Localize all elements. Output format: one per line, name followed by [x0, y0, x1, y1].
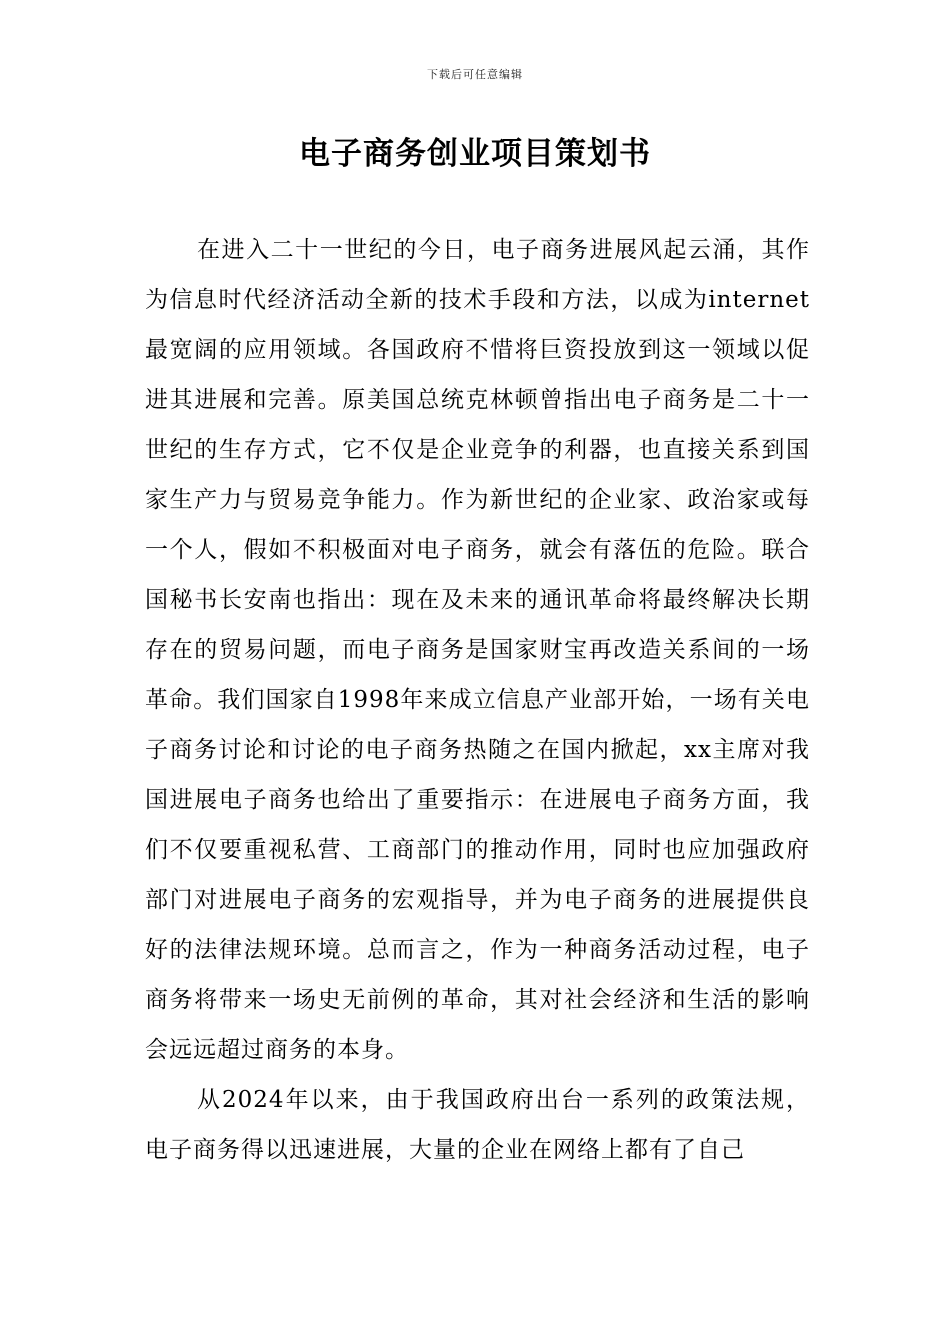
header-note: 下载后可任意编辑 [427, 68, 523, 81]
paragraph-1: 在进入二十一世纪的今日，电子商务进展风起云涌，其作为信息时代经济活动全新的技术手段和方法，以成为internet最宽阔的应用领域。各国政府不惜将巨资投放到这一领域以促进其进展和完善。原美国总统克林顿曾指出电子商务是二十一世纪的生存方式，它不仅是企业竞争的利器，也直接关系到国家生产力与贸易竞争能力。作为新世纪的企业家、政治家或每一个人，假如不积极面对电子商务，就会有落伍的危险。联合国秘书长安南也指出：现在及未来的通讯革命将最终解决长期存在的贸易问题，而电子商务是国家财宝再改造关系间的一场革命。我们国家自1998年来成立信息产业部开始，一场有关电子商务讨论和讨论的电子商务热随之在国内掀起，xx主席对我国进展电子商务也给出了重要指示：在进展电子商务方面，我们不仅要重视私营、工商部门的推动作用，同时也应加强政府部门对进展电子商务的宏观指导，并为电子商务的进展提供良好的法律法规环境。总而言之，作为一种商务活动过程，电子商务将带来一场史无前例的革命，其对社会经济和生活的影响会远远超过商务的本身。 [145, 237, 810, 1063]
document-body [145, 225, 810, 1175]
document-title: 电子商务创业项目策划书 [299, 136, 651, 172]
paragraph-2: 从2024年以来，由于我国政府出台一系列的政策法规，电子商务得以迅速进展，大量的企业在网络上都有了自己 [145, 1087, 810, 1163]
